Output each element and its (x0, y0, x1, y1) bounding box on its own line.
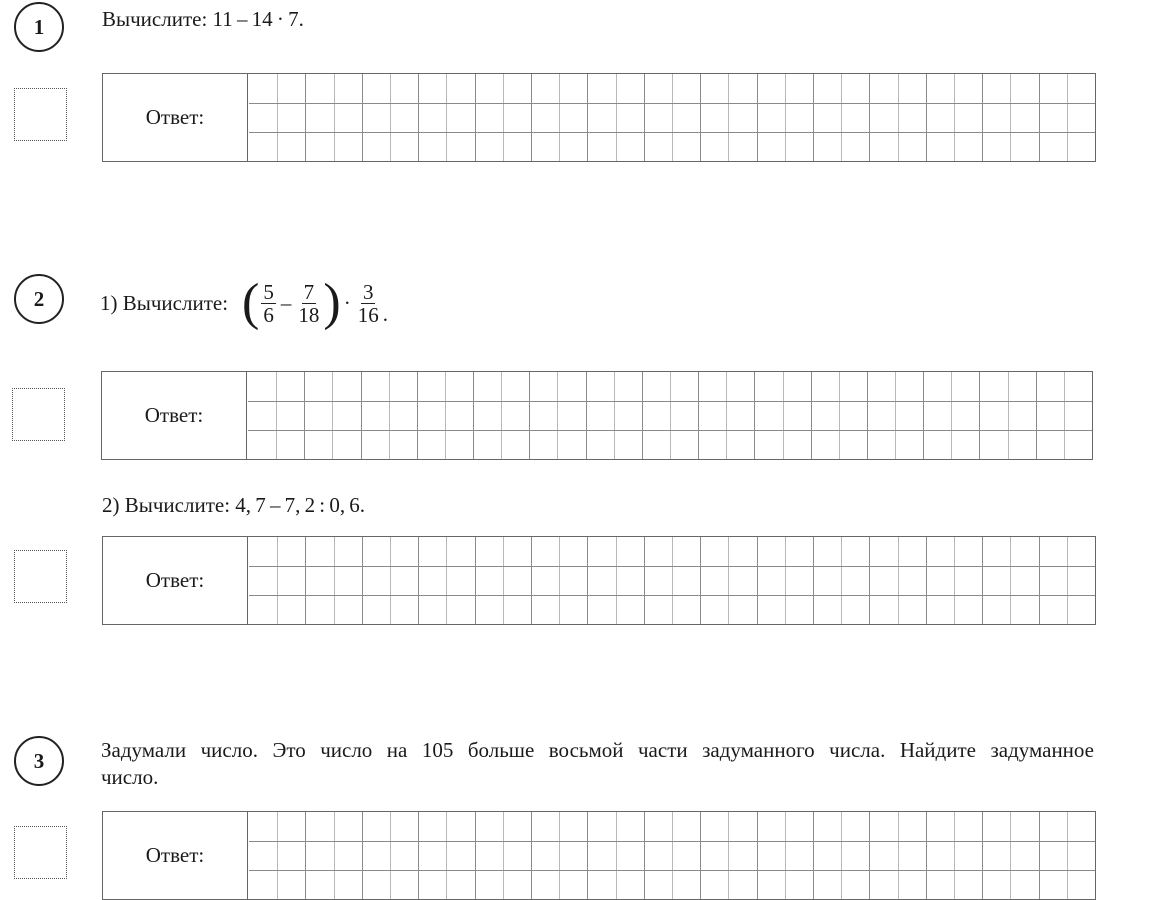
task-number-1 (14, 2, 64, 52)
answer-grid-1[interactable] (249, 74, 1095, 161)
left-paren: ( (242, 274, 260, 331)
answer-box-2-2 (102, 536, 1096, 625)
answer-label: Ответ: (102, 372, 247, 459)
task-number-2 (14, 274, 64, 324)
task-3-question: Задумали число. Это число на 105 больше восьмой части задуманного числа. Найдите задуманное число. (101, 738, 1094, 789)
answer-grid-2-2[interactable] (249, 537, 1095, 624)
fraction-3-denominator: 16 (357, 302, 379, 327)
fraction-3-numerator: 3 (362, 279, 374, 304)
score-box-2-2 (14, 550, 67, 603)
fraction-2-denominator: 18 (298, 302, 320, 327)
fraction-1-denominator: 6 (263, 302, 274, 327)
fraction-2 (296, 281, 321, 326)
answer-label: Ответ: (103, 812, 248, 899)
fraction-2-numerator: 7 (303, 279, 315, 304)
score-box-2-1 (12, 388, 65, 441)
answer-box-2-1 (101, 371, 1093, 460)
task-2-part-1-question (100, 270, 388, 336)
fraction-1-numerator: 5 (263, 279, 274, 304)
answer-grid-2-1[interactable] (248, 372, 1092, 459)
minus-sign: – (280, 290, 292, 315)
score-box-1 (14, 88, 67, 141)
task-number-1-label: 1 (33, 14, 45, 39)
task-2-part-2-question: 2) Вычислите: 4, 7 – 7, 2 : 0, 6. (102, 493, 366, 517)
period: . (382, 302, 388, 326)
answer-box-1 (102, 73, 1096, 162)
task-number-3-label: 3 (33, 748, 45, 773)
answer-box-3 (102, 811, 1096, 900)
score-box-3 (14, 826, 67, 879)
answer-label: Ответ: (103, 537, 248, 624)
task-1-question: Вычислите: 11 – 14 · 7. (102, 7, 304, 31)
multiply-sign: · (343, 290, 351, 315)
answer-label: Ответ: (103, 74, 248, 161)
task-number-2-label: 2 (33, 286, 45, 311)
fraction-1 (261, 281, 276, 326)
task-number-3 (14, 736, 64, 786)
fraction-3 (356, 281, 381, 326)
task-2-part-1-prefix: 1) Вычислите: (100, 290, 229, 315)
answer-grid-3[interactable] (249, 812, 1095, 899)
right-paren: ) (323, 274, 341, 331)
